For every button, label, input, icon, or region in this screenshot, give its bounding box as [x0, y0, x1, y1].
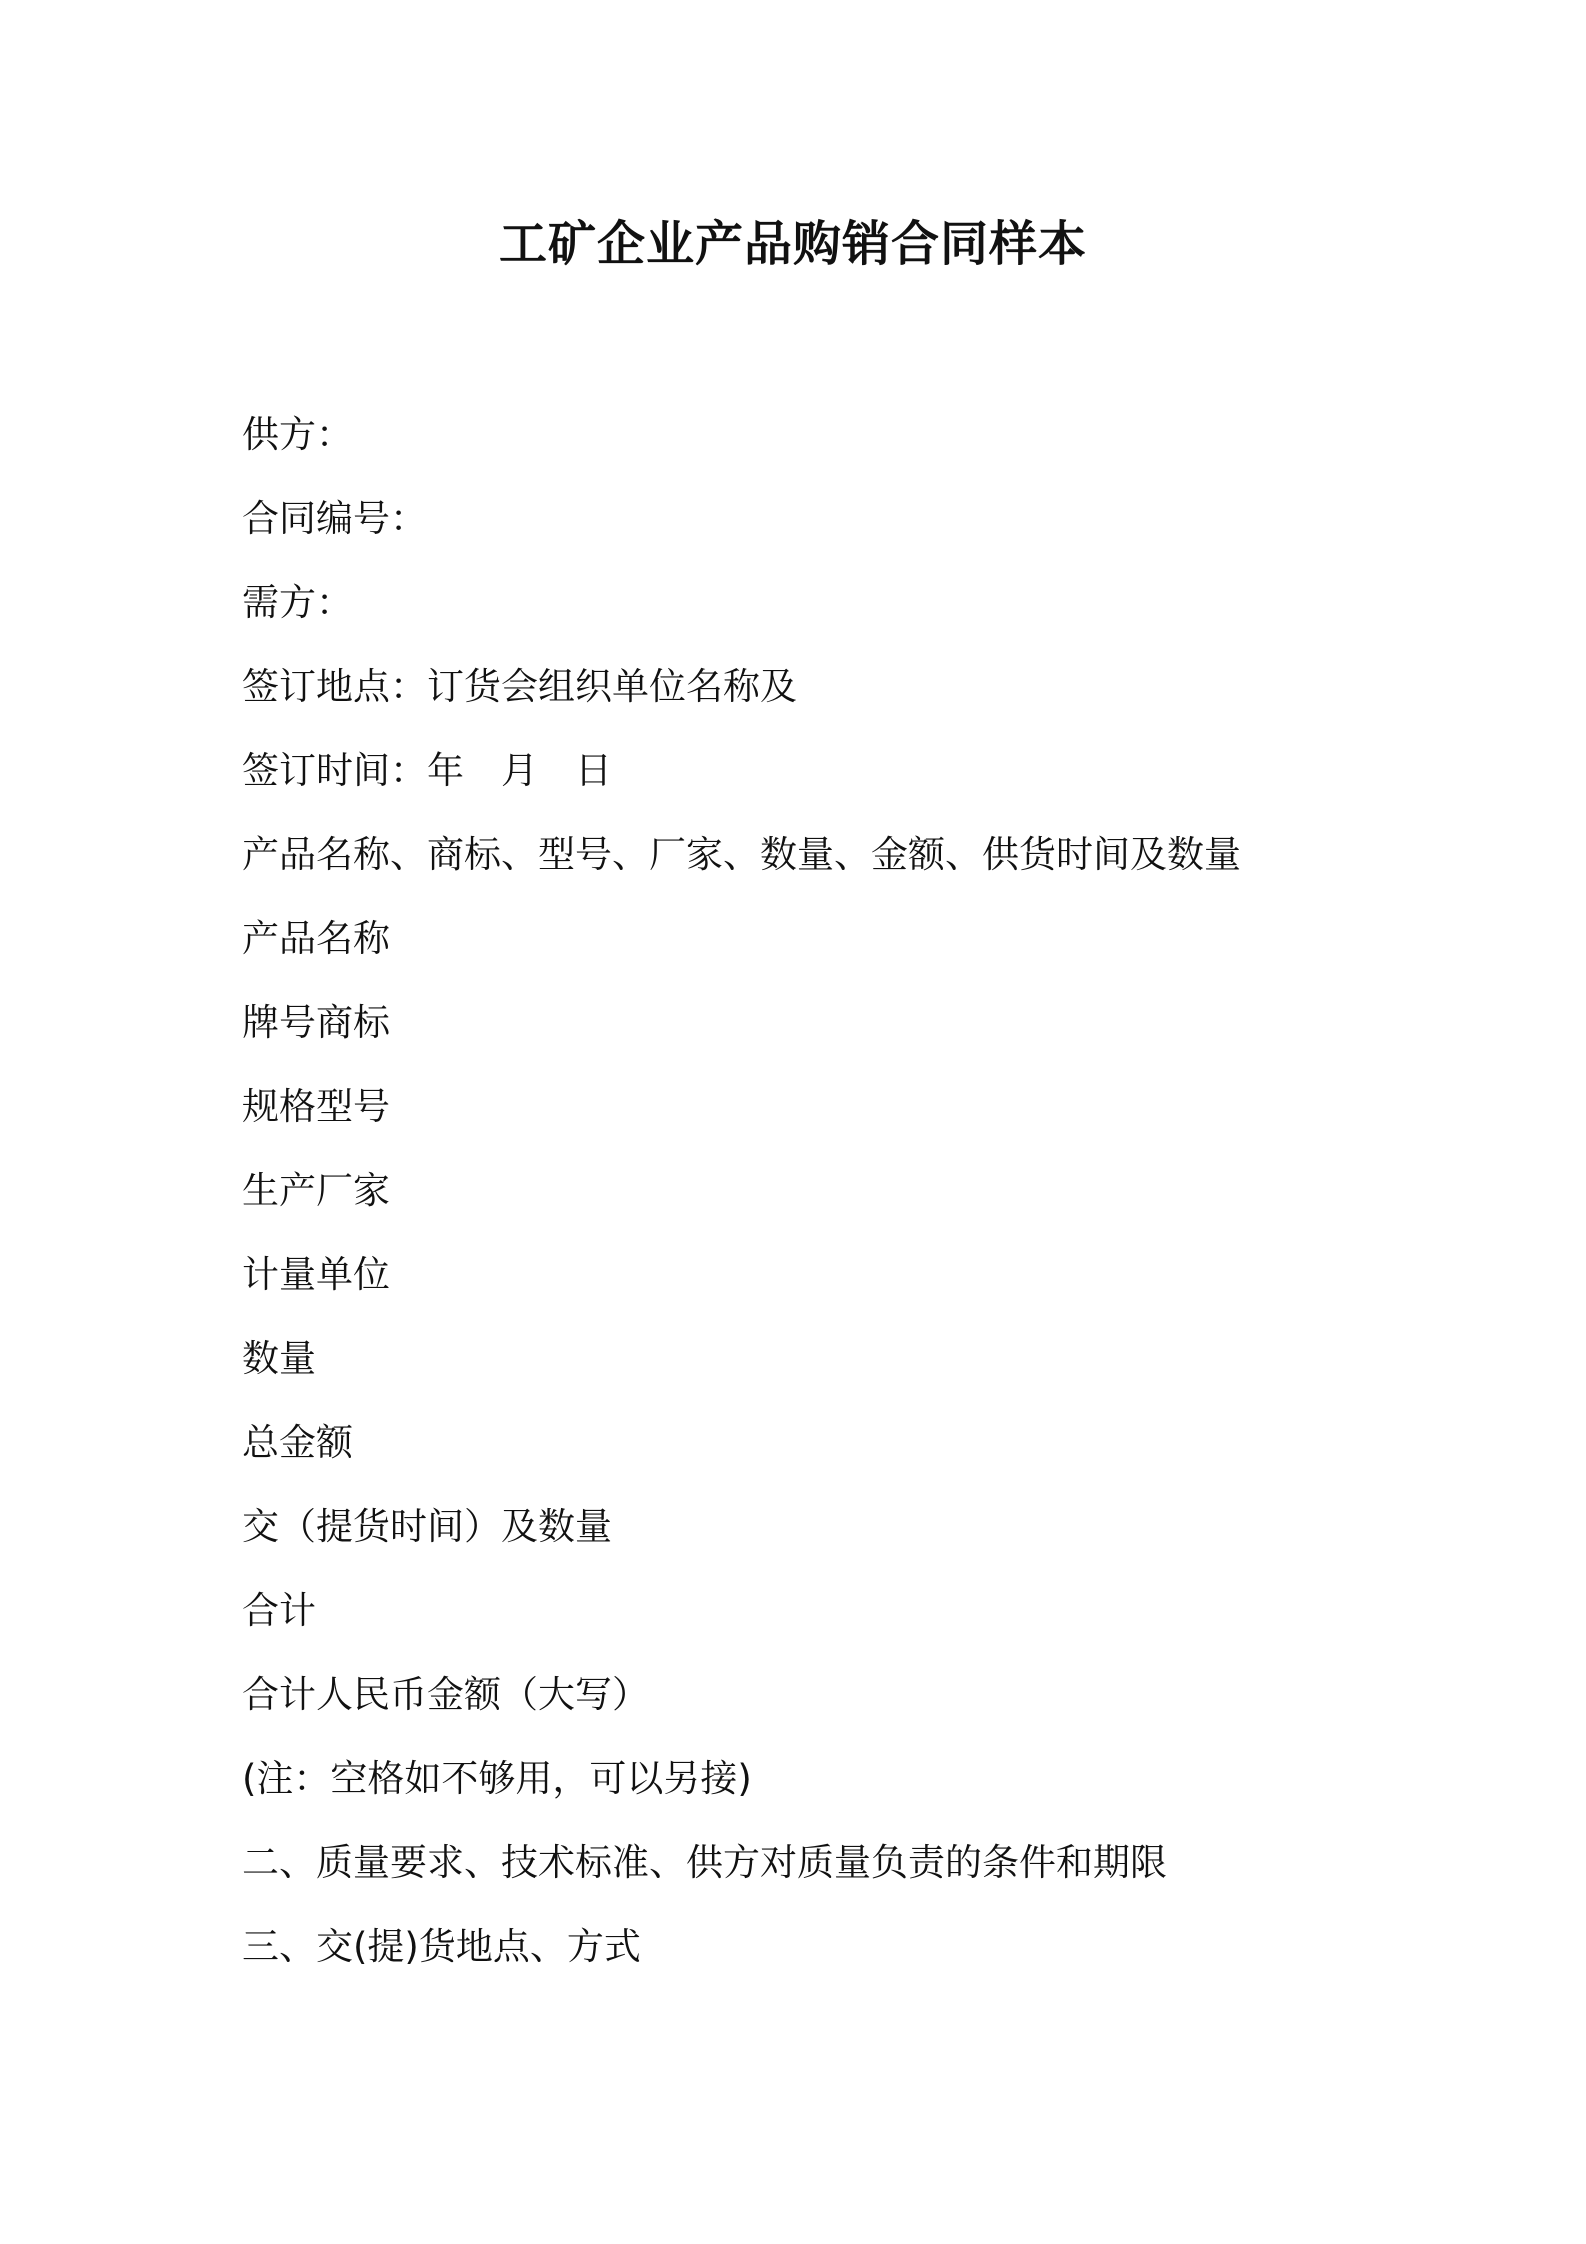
line-supplier: 供方： — [242, 413, 353, 456]
contract-lines — [242, 407, 1442, 2003]
document-title: 工矿企业产品购销合同样本 — [498, 216, 1087, 272]
line-product-heading: 产品名称、商标、型号、厂家、数量、金额、供货时间及数量 — [242, 833, 1241, 876]
line-total-rmb: 合计人民币金额（大写） — [242, 1673, 649, 1716]
line-brand: 牌号商标 — [242, 1001, 390, 1044]
line-signing-place: 签订地点：订货会组织单位名称及 — [242, 665, 797, 708]
line-product-name: 产品名称 — [242, 917, 390, 960]
line-buyer: 需方： — [242, 581, 353, 624]
line-section-two: 二、质量要求、技术标准、供方对质量负责的条件和期限 — [242, 1841, 1167, 1884]
line-spec-model: 规格型号 — [242, 1085, 390, 1128]
line-delivery-time: 交（提货时间）及数量 — [242, 1505, 612, 1548]
line-total: 合计 — [242, 1589, 316, 1632]
line-contract-number: 合同编号： — [242, 497, 427, 540]
line-unit: 计量单位 — [242, 1253, 390, 1296]
line-quantity: 数量 — [242, 1337, 316, 1380]
line-manufacturer: 生产厂家 — [242, 1169, 390, 1212]
line-note: (注：空格如不够用，可以另接) — [242, 1757, 752, 1800]
line-signing-time: 签订时间：年 月 日 — [242, 749, 612, 792]
line-section-three: 三、交(提)货地点、方式 — [242, 1925, 641, 1968]
line-total-amount: 总金额 — [242, 1421, 353, 1464]
